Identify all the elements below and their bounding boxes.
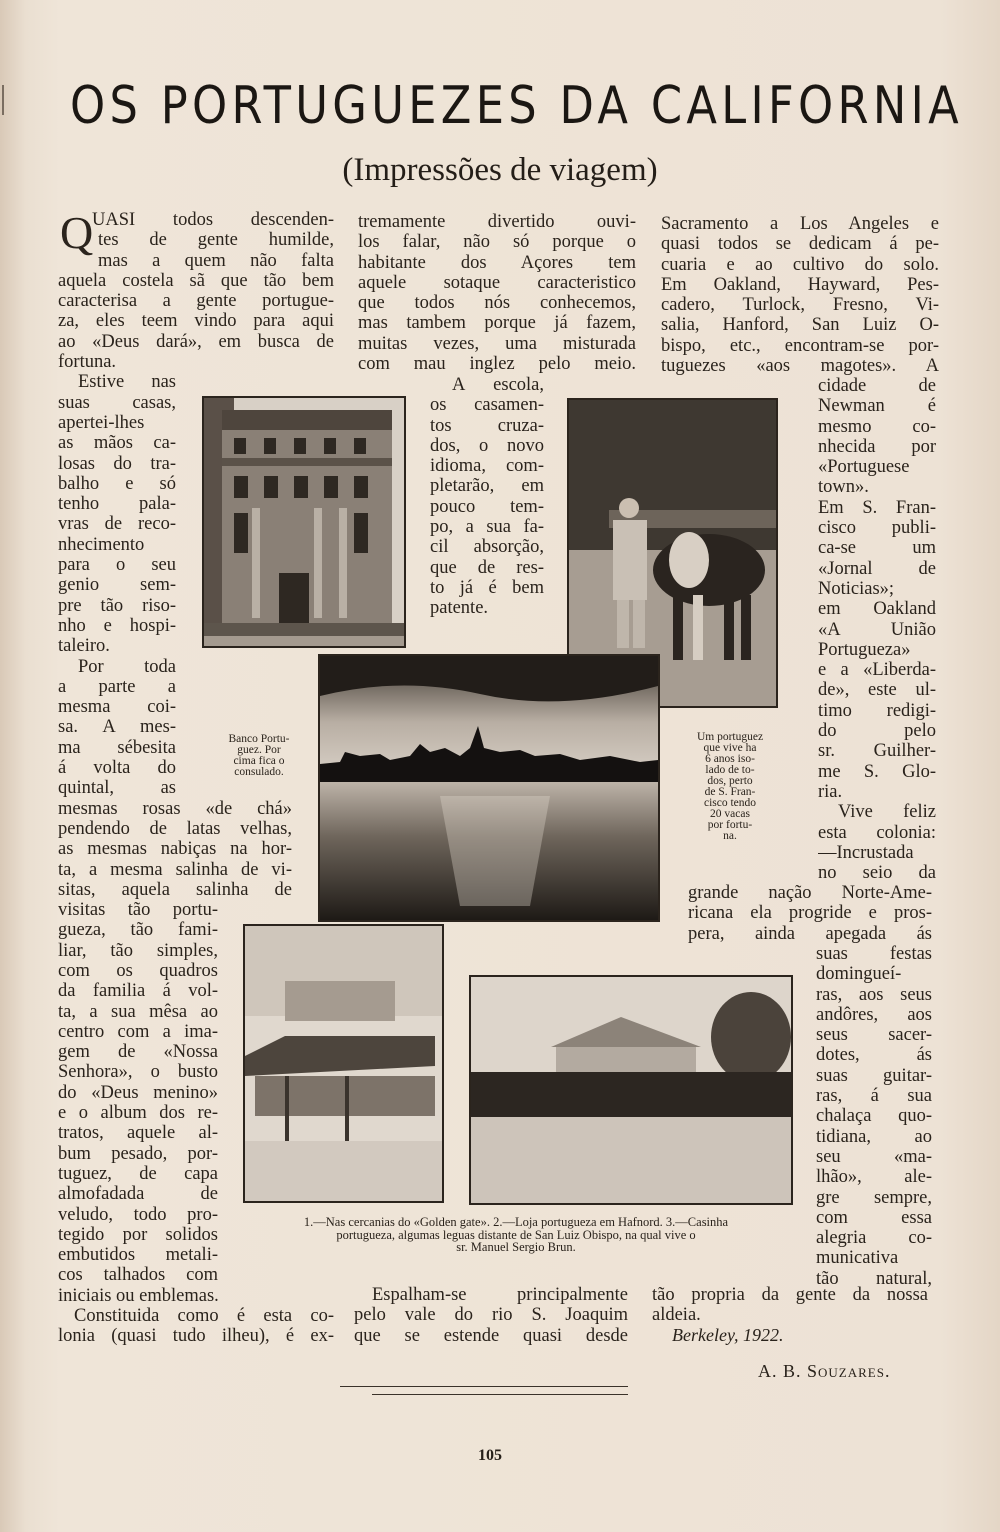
text-line: «Portuguese — [818, 457, 910, 478]
text-line: Noticias»; — [818, 578, 895, 599]
text-line: pletarão, em — [430, 476, 544, 497]
text-line: me S. Glo- — [818, 761, 936, 782]
text-line: nho e hospi- — [58, 615, 176, 636]
text-line: á volta do — [58, 758, 176, 779]
text-line: Vive feliz — [838, 802, 936, 823]
text-line: com mau inglez pelo meio. — [358, 354, 636, 375]
text-line: domingueí- — [816, 964, 902, 985]
text-line: genio sem- — [58, 575, 176, 596]
text-line: za, eles teem vindo para aqui — [58, 311, 334, 332]
text-line: iniciais ou emblemas. — [58, 1285, 219, 1306]
text-line: losas do tra- — [58, 453, 176, 474]
text-line: tenho pala- — [58, 494, 176, 515]
text-line: sitas, aquela salinha de — [58, 879, 292, 900]
text-line: fortuna. — [58, 352, 117, 373]
text-line: e a «Liberda- — [818, 660, 936, 681]
text-line: tes de gente humilde, — [98, 230, 334, 251]
text-line: cidade de — [818, 376, 936, 396]
text-line: salia, Hanford, San Luiz O- — [661, 315, 939, 336]
text-line: tidiana, ao — [816, 1126, 932, 1147]
text-line: gem de «Nossa — [58, 1042, 218, 1063]
text-line: aquela costela sã que tão bem — [58, 270, 334, 291]
text-line: pouco tem- — [430, 496, 544, 517]
text-line: muitas vezes, uma misturada — [358, 333, 636, 354]
text-line: los falar, não só porque o — [358, 232, 636, 253]
column-3-narrow — [818, 376, 936, 883]
text-line: tos cruza- — [430, 415, 544, 436]
text-line: ras, á sua — [816, 1086, 932, 1107]
text-line: suas festas — [816, 944, 932, 964]
text-line: a parte a — [58, 676, 176, 697]
text-line: do «Deus menino» — [58, 1082, 218, 1103]
text-line: almofadada de — [58, 1184, 218, 1205]
text-line: veludo, todo pro- — [58, 1204, 218, 1225]
text-line: tão natural, — [816, 1268, 932, 1289]
text-line: centro com a ima- — [58, 1021, 218, 1042]
text-line: ta, a sua mêsa ao — [58, 1001, 218, 1022]
text-line: taleiro. — [58, 636, 110, 657]
author: A. B. Souzares. — [758, 1361, 891, 1381]
text-line: para o seu — [58, 555, 176, 576]
text-line: idioma, com- — [430, 456, 544, 477]
text-line: ricana ela progride e pros- — [688, 903, 932, 924]
text-line: bum pesado, por- — [58, 1143, 218, 1164]
text-line: tegido por solidos — [58, 1224, 218, 1245]
text-line: seus sacer- — [816, 1025, 932, 1046]
page-number: 105 — [478, 1447, 502, 1464]
text-line: cisco publi- — [818, 518, 936, 539]
text-line: tratos, aquele al- — [58, 1123, 218, 1144]
text-line: liar, tão simples, — [58, 940, 218, 961]
text-line: as mesmas nabiças na hor- — [58, 839, 292, 860]
text-line: dos, o novo — [430, 435, 544, 456]
text-line: embutidos metali- — [58, 1245, 218, 1266]
text-line: grande nação Norte-Ame- — [688, 883, 932, 903]
text-line: nhecida por — [818, 436, 936, 457]
text-line: no seio da — [818, 863, 936, 884]
text-line: que se estende quasi desde — [354, 1325, 628, 1346]
text-line: tão propria da gente da nossa — [652, 1285, 928, 1305]
text-line: patente. — [430, 598, 489, 619]
text-line: pera, ainda apegada ás — [688, 923, 932, 944]
text-line: quasi todos se dedicam á pe- — [661, 234, 939, 255]
text-line: balho e só — [58, 473, 176, 494]
bank-building-photo — [202, 396, 406, 648]
portuguese-shop-photo — [243, 924, 444, 1203]
text-line: quintal, as — [58, 778, 176, 799]
text-line: com essa — [816, 1207, 932, 1228]
text-line: chalaça quo- — [816, 1106, 932, 1127]
place-date: Berkeley, 1922. — [672, 1325, 784, 1345]
text-line: Sacramento a Los Angeles e — [661, 214, 939, 234]
column-3-narrow-2 — [816, 944, 932, 1289]
text-line: pelo vale do rio S. Joaquim — [354, 1305, 628, 1326]
column-2-inset — [430, 375, 544, 619]
text-line: do pelo — [818, 721, 936, 742]
text-line: ma sébesita — [58, 737, 176, 758]
text-line: mas a quem não falta — [98, 250, 334, 271]
text-line: —Incrustada — [818, 842, 914, 863]
text-line: Portugueza» — [818, 639, 911, 660]
text-line: apertei-lhes — [58, 412, 145, 433]
text-line: ta, a mesma salinha de vi- — [58, 859, 292, 880]
text-line: que todos nós conhecemos, — [358, 293, 636, 314]
portuguese-house-illustration — [471, 977, 791, 1203]
text-line: pendendo de latas velhas, — [58, 818, 292, 839]
text-line: cil absorção, — [430, 537, 544, 558]
text-line: habitante dos Açores tem — [358, 252, 636, 273]
farmer-photo-caption: Um portuguez que vive ha 6 anos iso- lado de to- dos, perto de S. Fran- cisco tendo 20 vacas por fortu- na. — [696, 731, 764, 842]
column-2-bottom — [354, 1285, 628, 1346]
text-line: da familia á vol- — [58, 981, 218, 1002]
text-line: «A União — [818, 619, 936, 640]
text-line: timo redigi- — [818, 700, 936, 721]
text-line: «Jornal de — [818, 558, 936, 579]
column-3-top — [661, 214, 939, 376]
bank-photo-caption: Banco Portu- guez. Por cima fica o consulado. — [228, 733, 290, 778]
portuguese-shop-illustration — [245, 926, 442, 1201]
text-line: Por toda — [78, 656, 176, 677]
text-line: mesmas rosas «de chá» — [58, 798, 292, 819]
text-line: seu «ma- — [816, 1146, 932, 1167]
article-title: OS PORTUGUEZES DA CALIFORNIA — [70, 76, 963, 136]
text-line: Estive nas — [78, 372, 176, 393]
text-line: andôres, aos — [816, 1004, 932, 1025]
text-line: caracterisa a gente portugue- — [58, 291, 334, 312]
text-line: as mãos ca- — [58, 433, 176, 454]
text-line: ria. — [818, 781, 843, 802]
column-2-top — [358, 212, 636, 374]
text-line: gueza, tão fami- — [58, 920, 218, 941]
text-line: alegria co- — [816, 1228, 932, 1249]
text-line: UASI todos descenden- — [92, 210, 334, 230]
text-line: esta colonia: — [818, 822, 936, 843]
text-line: mas tambem porque já fazem, — [358, 313, 636, 334]
text-line: Espalham-se principalmente — [372, 1285, 628, 1305]
bank-building-illustration — [204, 398, 404, 646]
text-line: ras, aos seus — [816, 984, 932, 1005]
column-3-mid — [688, 883, 932, 944]
text-line: Em Oakland, Hayward, Pes- — [661, 274, 939, 295]
text-line: mesmo co- — [818, 416, 936, 437]
text-line: os casamen- — [430, 395, 544, 416]
text-line: Em S. Fran- — [818, 497, 936, 518]
text-line: suas casas, — [58, 392, 176, 413]
text-line: vras de reco- — [58, 514, 176, 535]
golden-gate-photo — [318, 654, 660, 922]
text-line: tremamente divertido ouvi- — [358, 212, 636, 232]
text-line: ao «Deus dará», em busca de — [58, 331, 334, 352]
text-line: com os quadros — [58, 960, 218, 981]
text-line: gre sempre, — [816, 1187, 932, 1208]
text-line: lhão», ale- — [816, 1167, 932, 1188]
text-line: cadero, Turlock, Fresno, Vi- — [661, 295, 939, 316]
text-line: e o album dos re- — [58, 1103, 218, 1124]
text-line: ca-se um — [818, 538, 936, 559]
text-line: dotes, ás — [816, 1045, 932, 1066]
text-line: em Oakland — [818, 599, 936, 620]
text-line: lonia (quasi tudo ilheu), é ex- — [58, 1326, 334, 1347]
column-3-bottom — [652, 1285, 928, 1326]
bottom-photos-caption: 1.—Nas cercanias do «Golden gate». 2.—Loja portugueza em Hafnord. 3.—Casinha portugueza, algumas leguas distante de San Luiz Obispo, na qual vive o sr. Manuel Sergio Brun. — [303, 1215, 729, 1254]
text-line: cos talhados com — [58, 1265, 218, 1286]
text-line: town». — [818, 477, 869, 498]
text-line: mesma coi- — [58, 697, 176, 718]
page-edge — [2, 85, 9, 115]
text-line: tuguezes «aos magotes». A — [661, 356, 939, 377]
article-subtitle: (Impressões de viagem) — [342, 152, 658, 188]
text-line: po, a sua fa- — [430, 517, 544, 538]
end-rule — [340, 1386, 628, 1387]
text-line: aquele sotaque caracteristico — [358, 272, 636, 293]
text-line: to já é bem — [430, 577, 544, 598]
text-line: pre tão riso- — [58, 595, 176, 616]
text-line: sr. Guilher- — [818, 741, 936, 762]
text-line: suas guitar- — [816, 1065, 932, 1086]
text-line: municativa — [816, 1248, 899, 1269]
golden-gate-illustration — [320, 656, 658, 920]
text-line: bispo, etc., encontram-se por- — [661, 335, 939, 356]
text-line: aldeia. — [652, 1305, 701, 1326]
text-line: tuguez, de capa — [58, 1163, 218, 1184]
text-line: Senhora», o busto — [58, 1062, 218, 1083]
end-rule-2 — [372, 1394, 628, 1395]
drop-cap: Q — [60, 207, 94, 258]
text-line: de», este ul- — [818, 680, 936, 701]
text-line: Constituida como é esta co- — [74, 1306, 334, 1327]
text-line: que de res- — [430, 557, 544, 578]
text-line: cuaria e ao cultivo do solo. — [661, 254, 939, 275]
portuguese-house-photo — [469, 975, 793, 1205]
text-line: Newman é — [818, 396, 936, 417]
text-line: nhecimento — [58, 534, 145, 555]
text-line: sa. A mes- — [58, 717, 176, 738]
text-line: visitas tão portu- — [58, 900, 218, 921]
text-line: A escola, — [452, 375, 544, 395]
